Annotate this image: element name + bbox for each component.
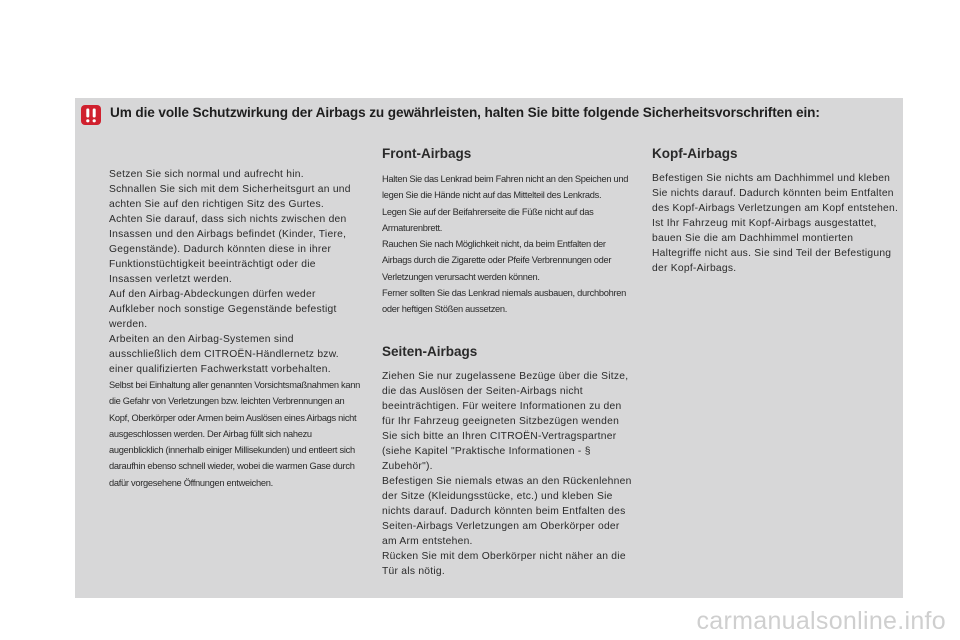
warning-icon — [80, 104, 102, 126]
front-seiten-column — [382, 146, 634, 579]
front-airbags-heading: Front-Airbags — [382, 146, 472, 161]
watermark: carmanualsonline.info — [696, 607, 946, 635]
general-warning-text: Selbst bei Einhaltung aller genannten Vorsichtsmaßnahmen kann die Gefahr von Verletzungen bzw. leichten Verbrennungen an Kopf, Oberkörper oder Armen beim Auslösen eines Airbags nicht ausgeschlossen werden. Der Airbag füllt sich nahezu augenblicklich (innerhalb einiger Millisekunden) und entleert sich daraufhin ebenso schnell wieder, wobei die warmen Gase durch dafür vorgesehene Öffnungen entweichen. — [109, 380, 360, 488]
kopf-airbags-text: Befestigen Sie nichts am Dachhimmel und kleben Sie nichts darauf. Dadurch könnten beim Entfalten des Kopf-Airbags Verletzungen am Kopf entstehen. Ist Ihr Fahrzeug mit Kopf-Airbags ausgestattet, bauen Sie die am Dachhimmel montierten Haltegriffe nicht aus. Sie sind Teil der Befestigung der Kopf-Airbags. — [652, 173, 899, 274]
front-airbags-text: Halten Sie das Lenkrad beim Fahren nicht an den Speichen und legen Sie die Hände nicht auf das Mittelteil des Lenkrads. Legen Sie auf der Beifahrerseite die Füße nicht auf das Armaturenbrett. Rauchen Sie nach Möglichkeit nicht, da beim Entfalten der Airbags durch die Zigarette oder Pfeife Verbrennungen oder Verletzungen verursacht werden können. Ferner sollten Sie das Lenkrad niemals ausbauen, durchbohren oder heftigen Stößen aussetzen. — [382, 174, 629, 315]
general-column — [109, 167, 361, 491]
page-title: Um die volle Schutzwirkung der Airbags zu gewährleisten, halten Sie bitte folgende Sicherheitsvorschriften ein: — [110, 105, 820, 120]
seiten-airbags-heading: Seiten-Airbags — [382, 343, 478, 359]
seiten-airbags-text: Ziehen Sie nur zugelassene Bezüge über die Sitze, die das Auslösen der Seiten-Airbags nicht beeinträchtigen. Für weitere Informationen zu den für Ihr Fahrzeug geeigneten Sitzbezügen wenden Sie sich bitte an Ihren CITROËN-Vertragspartner (siehe Kapitel "Praktische Informationen - § Zubehör"). Befestigen Sie niemals etwas an den Rückenlehnen der Sitze (Kleidungsstücke, etc.) und kleben Sie nichts darauf. Dadurch könnten beim Entfalten des Seiten-Airbags Verletzungen am Oberkörper oder am Arm entstehen. Rücken Sie mit dem Oberkörper nicht näher an die Tür als nötig. — [382, 370, 632, 577]
kopf-airbags-heading: Kopf-Airbags — [652, 146, 738, 161]
general-rules-text: Setzen Sie sich normal und aufrecht hin. Schnallen Sie sich mit dem Sicherheitsgurt an und achten Sie auf den richtigen Sitz des Gurtes. Achten Sie darauf, dass sich nichts zwischen den Insassen und den Airbags befindet (Kinder, Tiere, Gegenstände). Dadurch könnten diese in ihrer Funktionstüchtigkeit beeinträchtigt oder die Insassen verletzt werden. Auf den Airbag-Abdeckungen dürfen weder Aufkleber noch sonstige Gegenstände befestigt werden. Arbeiten an den Airbag-Systemen sind ausschließlich dem CITROËN-Händlernetz bzw. einer qualifizierten Fachwerkstatt vorbehalten. — [109, 169, 351, 375]
kopf-column — [652, 146, 904, 276]
